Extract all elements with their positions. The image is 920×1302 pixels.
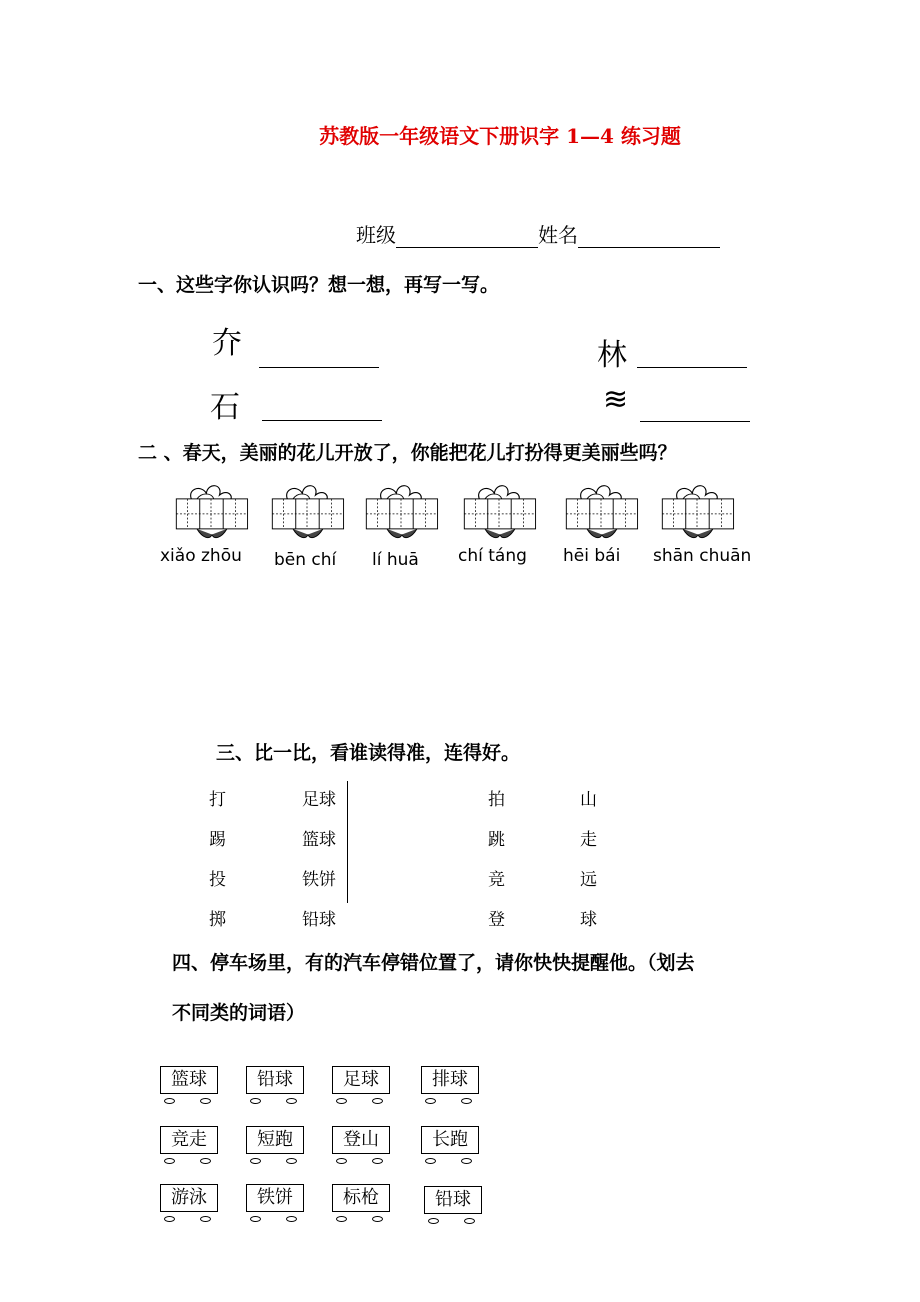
ancient-forest-icon: 林 [597, 338, 627, 373]
wheel-icon [250, 1098, 261, 1104]
q3-right-word: 拍 [488, 790, 505, 810]
class-name-line [356, 219, 720, 248]
car-word[interactable]: 排球 [421, 1066, 479, 1094]
wheel-icon [425, 1098, 436, 1104]
car-word[interactable]: 长跑 [421, 1126, 479, 1154]
pinyin-5: hēi bái [563, 546, 621, 566]
car-word[interactable]: 短跑 [246, 1126, 304, 1154]
pinyin-1: xiǎo zhōu [160, 546, 242, 566]
car-word[interactable]: 标枪 [332, 1184, 390, 1212]
pinyin-6: shān chuān [653, 546, 752, 566]
answer-line-2[interactable] [637, 366, 747, 368]
q3-left-word: 踢 [209, 830, 226, 850]
wheel-icon [372, 1216, 383, 1222]
q3-left-word: 投 [209, 870, 226, 890]
wheel-icon [464, 1218, 475, 1224]
wheel-icon [372, 1158, 383, 1164]
q3-left-word: 打 [209, 790, 226, 810]
class-label: 班级 [356, 223, 396, 247]
q3-left-match: 铅球 [302, 910, 336, 930]
wheel-icon [286, 1098, 297, 1104]
flower-icon [356, 482, 446, 542]
car-word[interactable]: 登山 [332, 1126, 390, 1154]
flower-icon [454, 482, 544, 542]
q1-heading: 一、这些字你认识吗？想一想，再写一写。 [138, 274, 500, 296]
car-word[interactable]: 竞走 [160, 1126, 218, 1154]
q3-right-word: 竞 [488, 870, 505, 890]
wheel-icon [250, 1158, 261, 1164]
car-word[interactable]: 铁饼 [246, 1184, 304, 1212]
name-blank[interactable] [578, 225, 720, 248]
car-word[interactable]: 铅球 [246, 1066, 304, 1094]
q3-right-word: 登 [488, 910, 505, 930]
wheel-icon [336, 1216, 347, 1222]
q3-left-match: 篮球 [302, 830, 336, 850]
q3-left-word: 掷 [209, 910, 226, 930]
car-word[interactable]: 铅球 [424, 1186, 482, 1214]
wheel-icon [336, 1098, 347, 1104]
pinyin-4: chí táng [458, 546, 527, 566]
q3-right-word: 跳 [488, 830, 505, 850]
q3-left-match: 足球 [302, 790, 336, 810]
page-title: 苏教版一年级语文下册识字 1—4 练习题 [319, 124, 681, 148]
wheel-icon [200, 1158, 211, 1164]
flower-icon [262, 482, 352, 542]
wheel-icon [336, 1158, 347, 1164]
flower-icon [556, 482, 646, 542]
wheel-icon [372, 1098, 383, 1104]
flower-icon [166, 482, 256, 542]
wheel-icon [164, 1216, 175, 1222]
answer-line-3[interactable] [262, 419, 382, 421]
wheel-icon [250, 1216, 261, 1222]
q3-right-match: 山 [580, 790, 597, 810]
wheel-icon [200, 1098, 211, 1104]
car-word[interactable]: 篮球 [160, 1066, 218, 1094]
wheel-icon [164, 1098, 175, 1104]
wheel-icon [286, 1216, 297, 1222]
name-label: 姓名 [538, 223, 578, 247]
answer-line-1[interactable] [259, 366, 379, 368]
wheel-icon [200, 1216, 211, 1222]
q3-right-match: 球 [580, 910, 597, 930]
wheel-icon [286, 1158, 297, 1164]
ancient-person-walking-icon: 夰 [212, 326, 242, 361]
wheel-icon [428, 1218, 439, 1224]
pinyin-2: bēn chí [274, 550, 337, 570]
car-word[interactable]: 游泳 [160, 1184, 218, 1212]
flower-icon [652, 482, 742, 542]
answer-line-4[interactable] [640, 420, 750, 422]
q3-heading: 三、比一比，看谁读得准，连得好。 [216, 742, 521, 764]
wheel-icon [425, 1158, 436, 1164]
q3-right-match: 走 [580, 830, 597, 850]
q4-heading: 四、停车场里，有的汽车停错位置了，请你快快提醒他。（划去 [172, 952, 695, 974]
class-blank[interactable] [396, 225, 538, 248]
wheel-icon [461, 1158, 472, 1164]
pinyin-3: lí huā [372, 550, 419, 570]
q3-right-match: 远 [580, 870, 597, 890]
wheel-icon [164, 1158, 175, 1164]
q4-heading-continued: 不同类的词语） [172, 1002, 306, 1024]
divider [347, 781, 348, 903]
q3-left-match: 铁饼 [302, 870, 336, 890]
wheel-icon [461, 1098, 472, 1104]
ancient-stone-icon: 石 [210, 390, 240, 425]
car-word[interactable]: 足球 [332, 1066, 390, 1094]
q2-heading: 二 、春天，美丽的花儿开放了，你能把花儿打扮得更美丽些吗？ [138, 442, 677, 464]
ancient-water-icon: ≋ [603, 382, 629, 417]
